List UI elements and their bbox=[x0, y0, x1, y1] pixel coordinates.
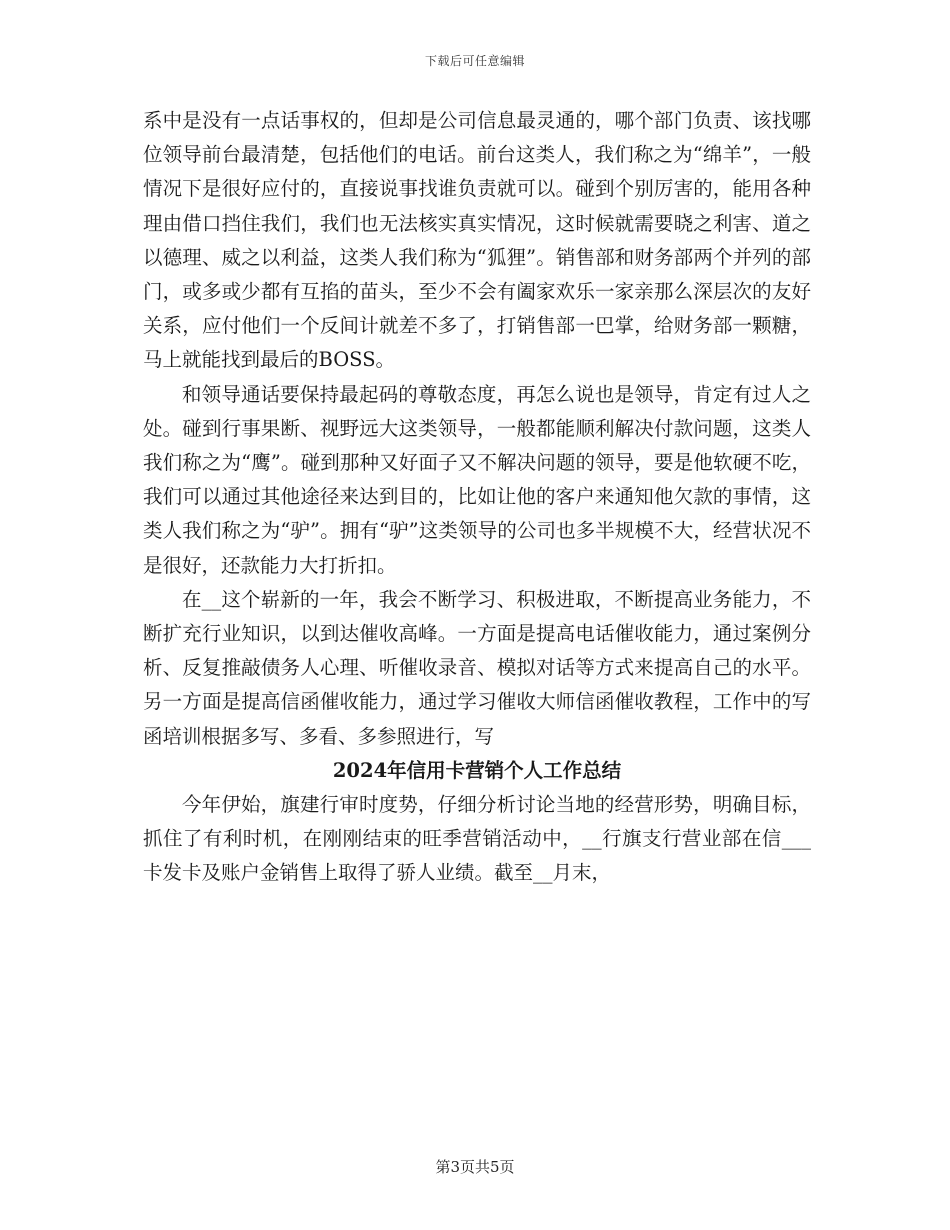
document-body bbox=[143, 104, 811, 891]
paragraph-leaders: 和领导通话要保持最起码的尊敬态度，再怎么说也是领导，肯定有过人之处。碰到行事果断、视野远大这类领导，一般都能顺利解决付款问题，这类人我们称之为“鹰”。碰到那种又好面子又不解决问题的领导，要是他软硬不吃，我们可以通过其他途径来达到目的，比如让他的客户来通知他欠款的事情，这类人我们称之为“驴”。拥有“驴”这类领导的公司也多半规模不大，经营状况不是很好，还款能力大打折扣。 bbox=[143, 382, 811, 577]
page-number: 第3页共5页 bbox=[435, 1158, 515, 1176]
page-header: 下载后可任意编辑 bbox=[424, 54, 525, 68]
paragraph-continuation: 系中是没有一点话事权的，但却是公司信息最灵通的，哪个部门负责、该找哪位领导前台最清楚，包括他们的电话。前台这类人，我们称之为“绵羊”，一般情况下是很好应付的，直接说事找谁负责就可以。碰到个别厉害的，能用各种理由借口挡住我们，我们也无法核实真实情况，这时候就需要晓之利害、道之以德理、威之以利益，这类人我们称为“狐狸”。销售部和财务部两个并列的部门，或多或少都有互掐的苗头，至少不会有阖家欢乐一家亲那么深层次的友好关系，应付他们一个反间计就差不多了，打销售部一巴掌，给财务部一颗糖，马上就能找到最后的BOSS。 bbox=[143, 109, 811, 372]
paragraph-plan: 在__这个崭新的一年，我会不断学习、积极进取，不断提高业务能力，不断扩充行业知识，以到达催收高峰。一方面是提高电话催收能力，通过案例分析、反复推敲债务人心理、听催收录音、模拟对话等方式来提高自己的水平。另一方面是提高信函催收能力，通过学习催收大师信函催收教程，工作中的写函培训根据多写、多看、多参照进行，写 bbox=[143, 587, 811, 748]
section-title: 2024年信用卡营销个人工作总结 bbox=[332, 758, 622, 782]
paragraph-summary-intro: 今年伊始，旗建行审时度势，仔细分析讨论当地的经营形势，明确目标，抓住了有利时机，在刚刚结束的旺季营销活动中，__行旗支行营业部在信___卡发卡及账户金销售上取得了骄人业绩。截至__月末， bbox=[143, 793, 811, 885]
